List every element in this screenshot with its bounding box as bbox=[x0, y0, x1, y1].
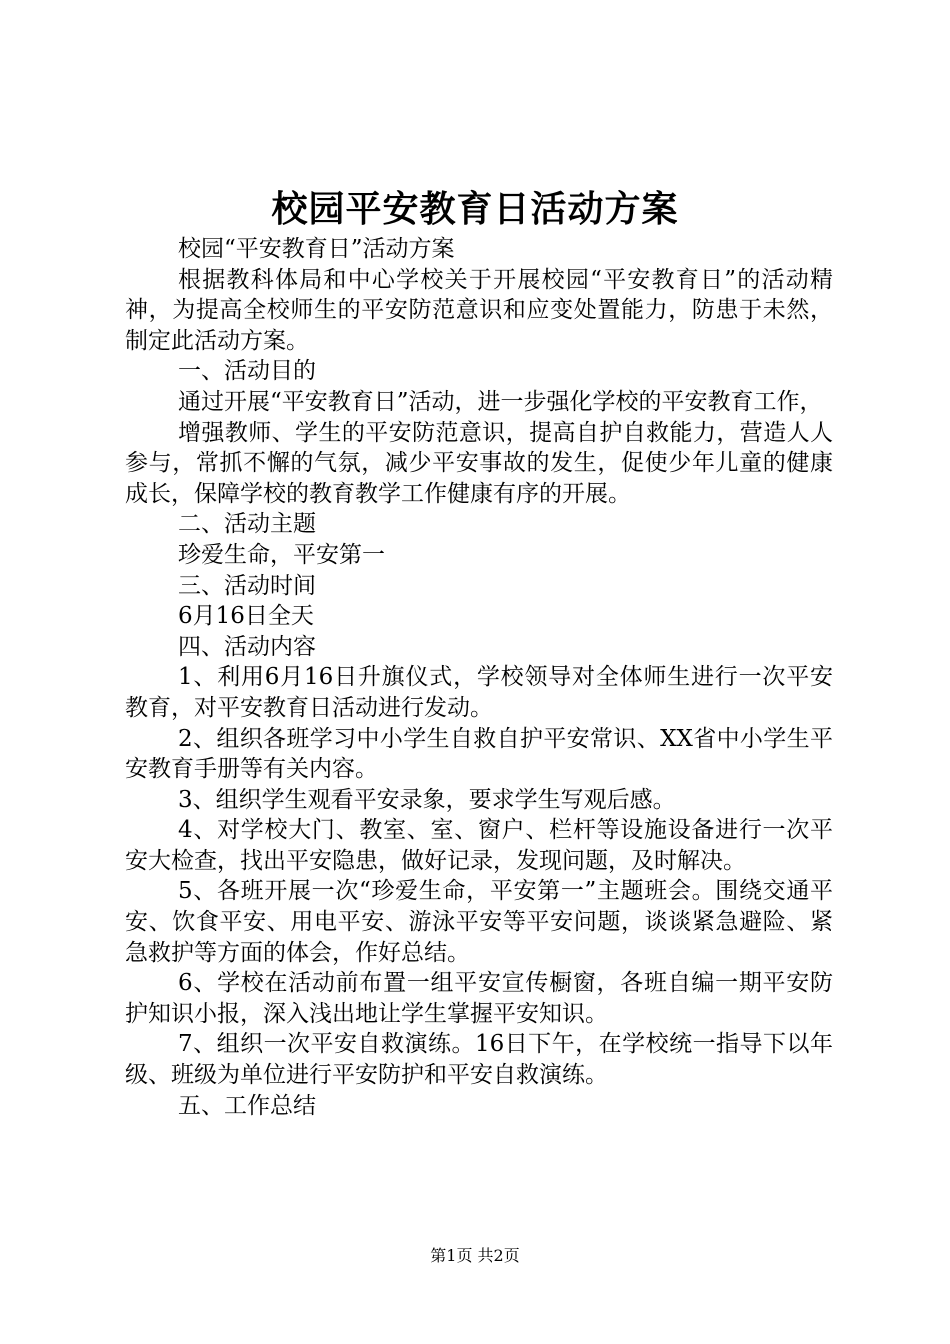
document-body bbox=[125, 234, 833, 1121]
list-item: 5、各班开展一次“珍爱生命，平安第一”主题班会。围绕交通平安、饮食平安、用电平安、游泳平安等平安问题，谈谈紧急避险、紧急救护等方面的体会，作好总结。 bbox=[125, 878, 833, 966]
list-item: 2、组织各班学习中小学生自救自护平安常识、XX省中小学生平安教育手册等有关内容。 bbox=[125, 725, 833, 783]
section-heading: 三、活动时间 bbox=[178, 572, 316, 599]
list-item: 6、学校在活动前布置一组平安宣传橱窗，各班自编一期平安防护知识小报，深入浅出地让学生掌握平安知识。 bbox=[125, 970, 833, 1027]
paragraph: 6月16日全天 bbox=[178, 603, 314, 630]
paragraph: 校园“平安教育日”活动方案 bbox=[178, 236, 455, 262]
paragraph: 珍爱生命，平安第一 bbox=[178, 541, 385, 568]
list-item: 4、对学校大门、教室、室、窗户、栏杆等设施设备进行一次平安大检查，找出平安隐患，做好记录，发现问题，及时解决。 bbox=[125, 817, 833, 874]
section-heading: 二、活动主题 bbox=[178, 511, 316, 538]
list-item: 1、利用6月16日升旗仪式，学校领导对全体师生进行一次平安教育，对平安教育日活动进行发动。 bbox=[125, 664, 833, 721]
section-heading: 四、活动内容 bbox=[178, 633, 316, 660]
section-heading: 一、活动目的 bbox=[178, 358, 316, 385]
paragraph: 根据教科体局和中心学校关于开展校园“平安教育日”的活动精神，为提高全校师生的平安防范意识和应变处置能力，防患于未然，制定此活动方案。 bbox=[125, 266, 833, 354]
paragraph: 增强教师、学生的平安防范意识，提高自护自救能力，营造人人参与，常抓不懈的气氛，减少平安事故的发生，促使少年儿童的健康成长，保障学校的教育教学工作健康有序的开展。 bbox=[125, 419, 833, 507]
page-footer: 第1页 共2页 bbox=[430, 1246, 520, 1265]
paragraph: 通过开展“平安教育日”活动，进一步强化学校的平安教育工作， bbox=[178, 388, 823, 415]
section-heading: 五、工作总结 bbox=[178, 1092, 316, 1119]
list-item: 7、组织一次平安自救演练。16日下午，在学校统一指导下以年级、班级为单位进行平安防护和平安自救演练。 bbox=[125, 1031, 833, 1089]
document-title: 校园平安教育日活动方案 bbox=[271, 188, 679, 230]
list-item: 3、组织学生观看平安录象，要求学生写观后感。 bbox=[178, 786, 676, 813]
